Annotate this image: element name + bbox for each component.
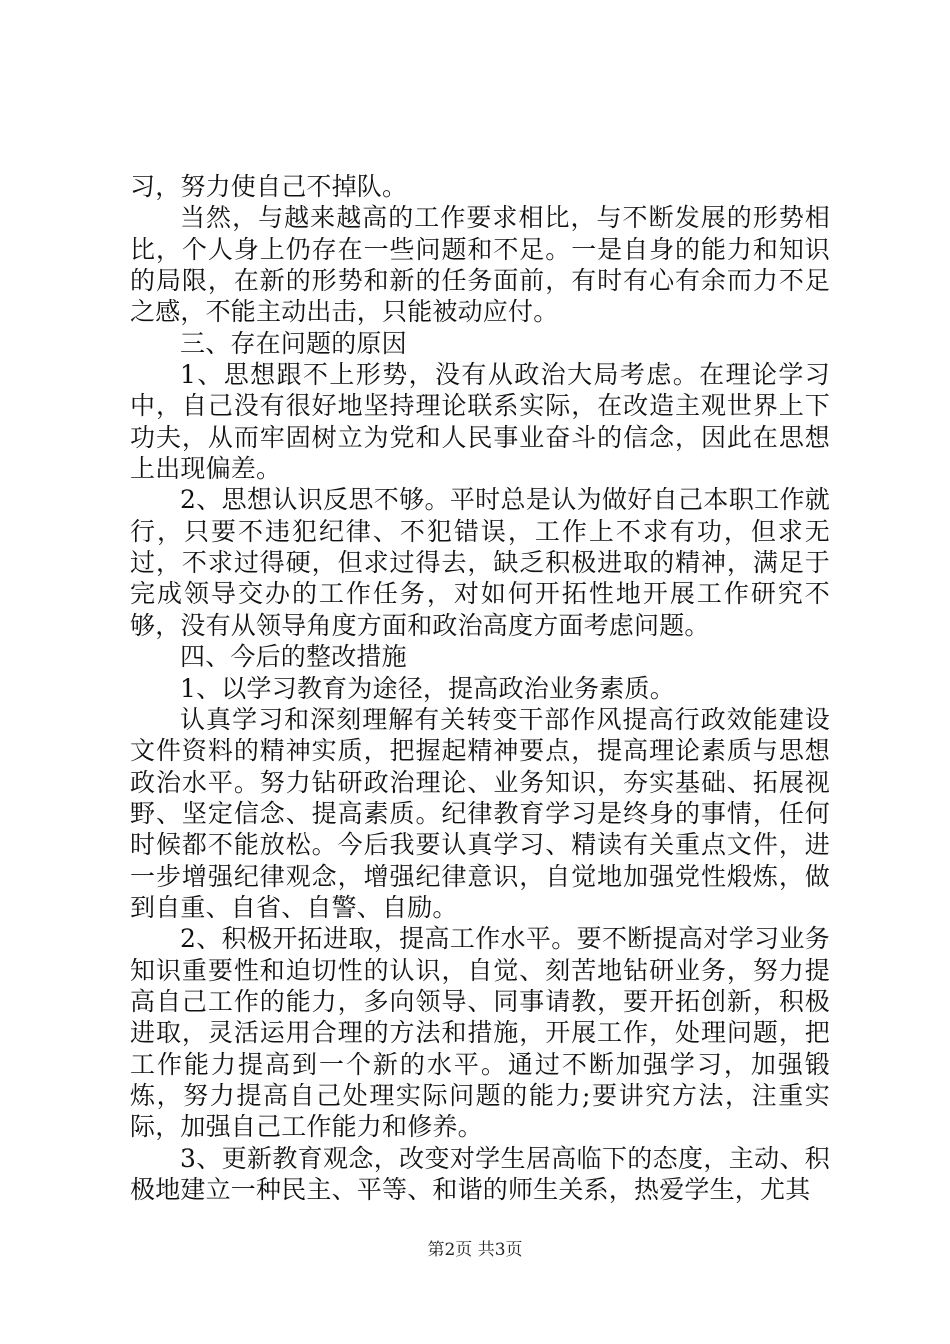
paragraph-measure-1-body: 认真学习和深刻理解有关转变干部作风提高行政效能建设文件资料的精神实质，把握起精神要点，提高理论素质与思想政治水平。努力钻研政治理论、业务知识，夯实基础、拓展视野、坚定信念、提高素质。纪律教育学习是终身的事情，任何时候都不能放松。今后我要认真学习、精读有关重点文件，进一步增强纪律观念，增强纪律意识，自觉地加强党性煅炼，做到自重、自省、自警、自励。 (130, 704, 830, 922)
paragraph-shortcomings: 当然，与越来越高的工作要求相比，与不断发展的形势相比，个人身上仍存在一些问题和不足。一是自身的能力和知识的局限，在新的形势和新的任务面前，有时有心有余而力不足之感，不能主动出击，只能被动应付。 (130, 203, 830, 327)
paragraph-continuation: 习，努力使自己不掉队。 (130, 172, 408, 201)
page-footer (0, 1240, 950, 1260)
paragraph-measure-3: 3、更新教育观念，改变对学生居高临下的态度，主动、积极地建立一种民主、平等、和谐的师生关系，热爱学生，尤其 (130, 1143, 830, 1204)
paragraph-measure-2: 2、积极开拓进取，提高工作水平。要不断提高对学习业务知识重要性和迫切性的认识，自觉、刻苦地钻研业务，努力提高自己工作的能力，多向领导、同事请教，要开拓创新，积极进取，灵活运用合理的方法和措施，开展工作，处理问题，把工作能力提高到一个新的水平。通过不断加强学习，加强锻炼，努力提高自己处理实际问题的能力;要讲究方法，注重实际，加强自己工作能力和修养。 (130, 924, 830, 1142)
paragraph-measure-1-heading: 1、以学习教育为途径，提高政治业务素质。 (180, 673, 675, 703)
paragraph-cause-2: 2、思想认识反思不够。平时总是认为做好自己本职工作就行，只要不违犯纪律、不犯错误，工作上不求有功，但求无过，不求过得硬，但求过得去，缺乏积极进取的精神，满足于完成领导交办的工作任务，对如何开拓性地开展工作研究不够，没有从领导角度方面和政治高度方面考虑问题。 (130, 485, 830, 640)
paragraph-cause-1: 1、思想跟不上形势，没有从政治大局考虑。在理论学习中，自己没有很好地坚持理论联系实际，在改造主观世界上下功夫，从而牢固树立为党和人民事业奋斗的信念，因此在思想上出现偏差。 (130, 360, 830, 484)
section-heading-causes: 三、存在问题的原因 (180, 328, 407, 358)
section-heading-measures: 四、今后的整改措施 (180, 642, 407, 672)
document-body (130, 171, 830, 1205)
page-number-label: 第2页 共3页 (427, 1240, 523, 1260)
